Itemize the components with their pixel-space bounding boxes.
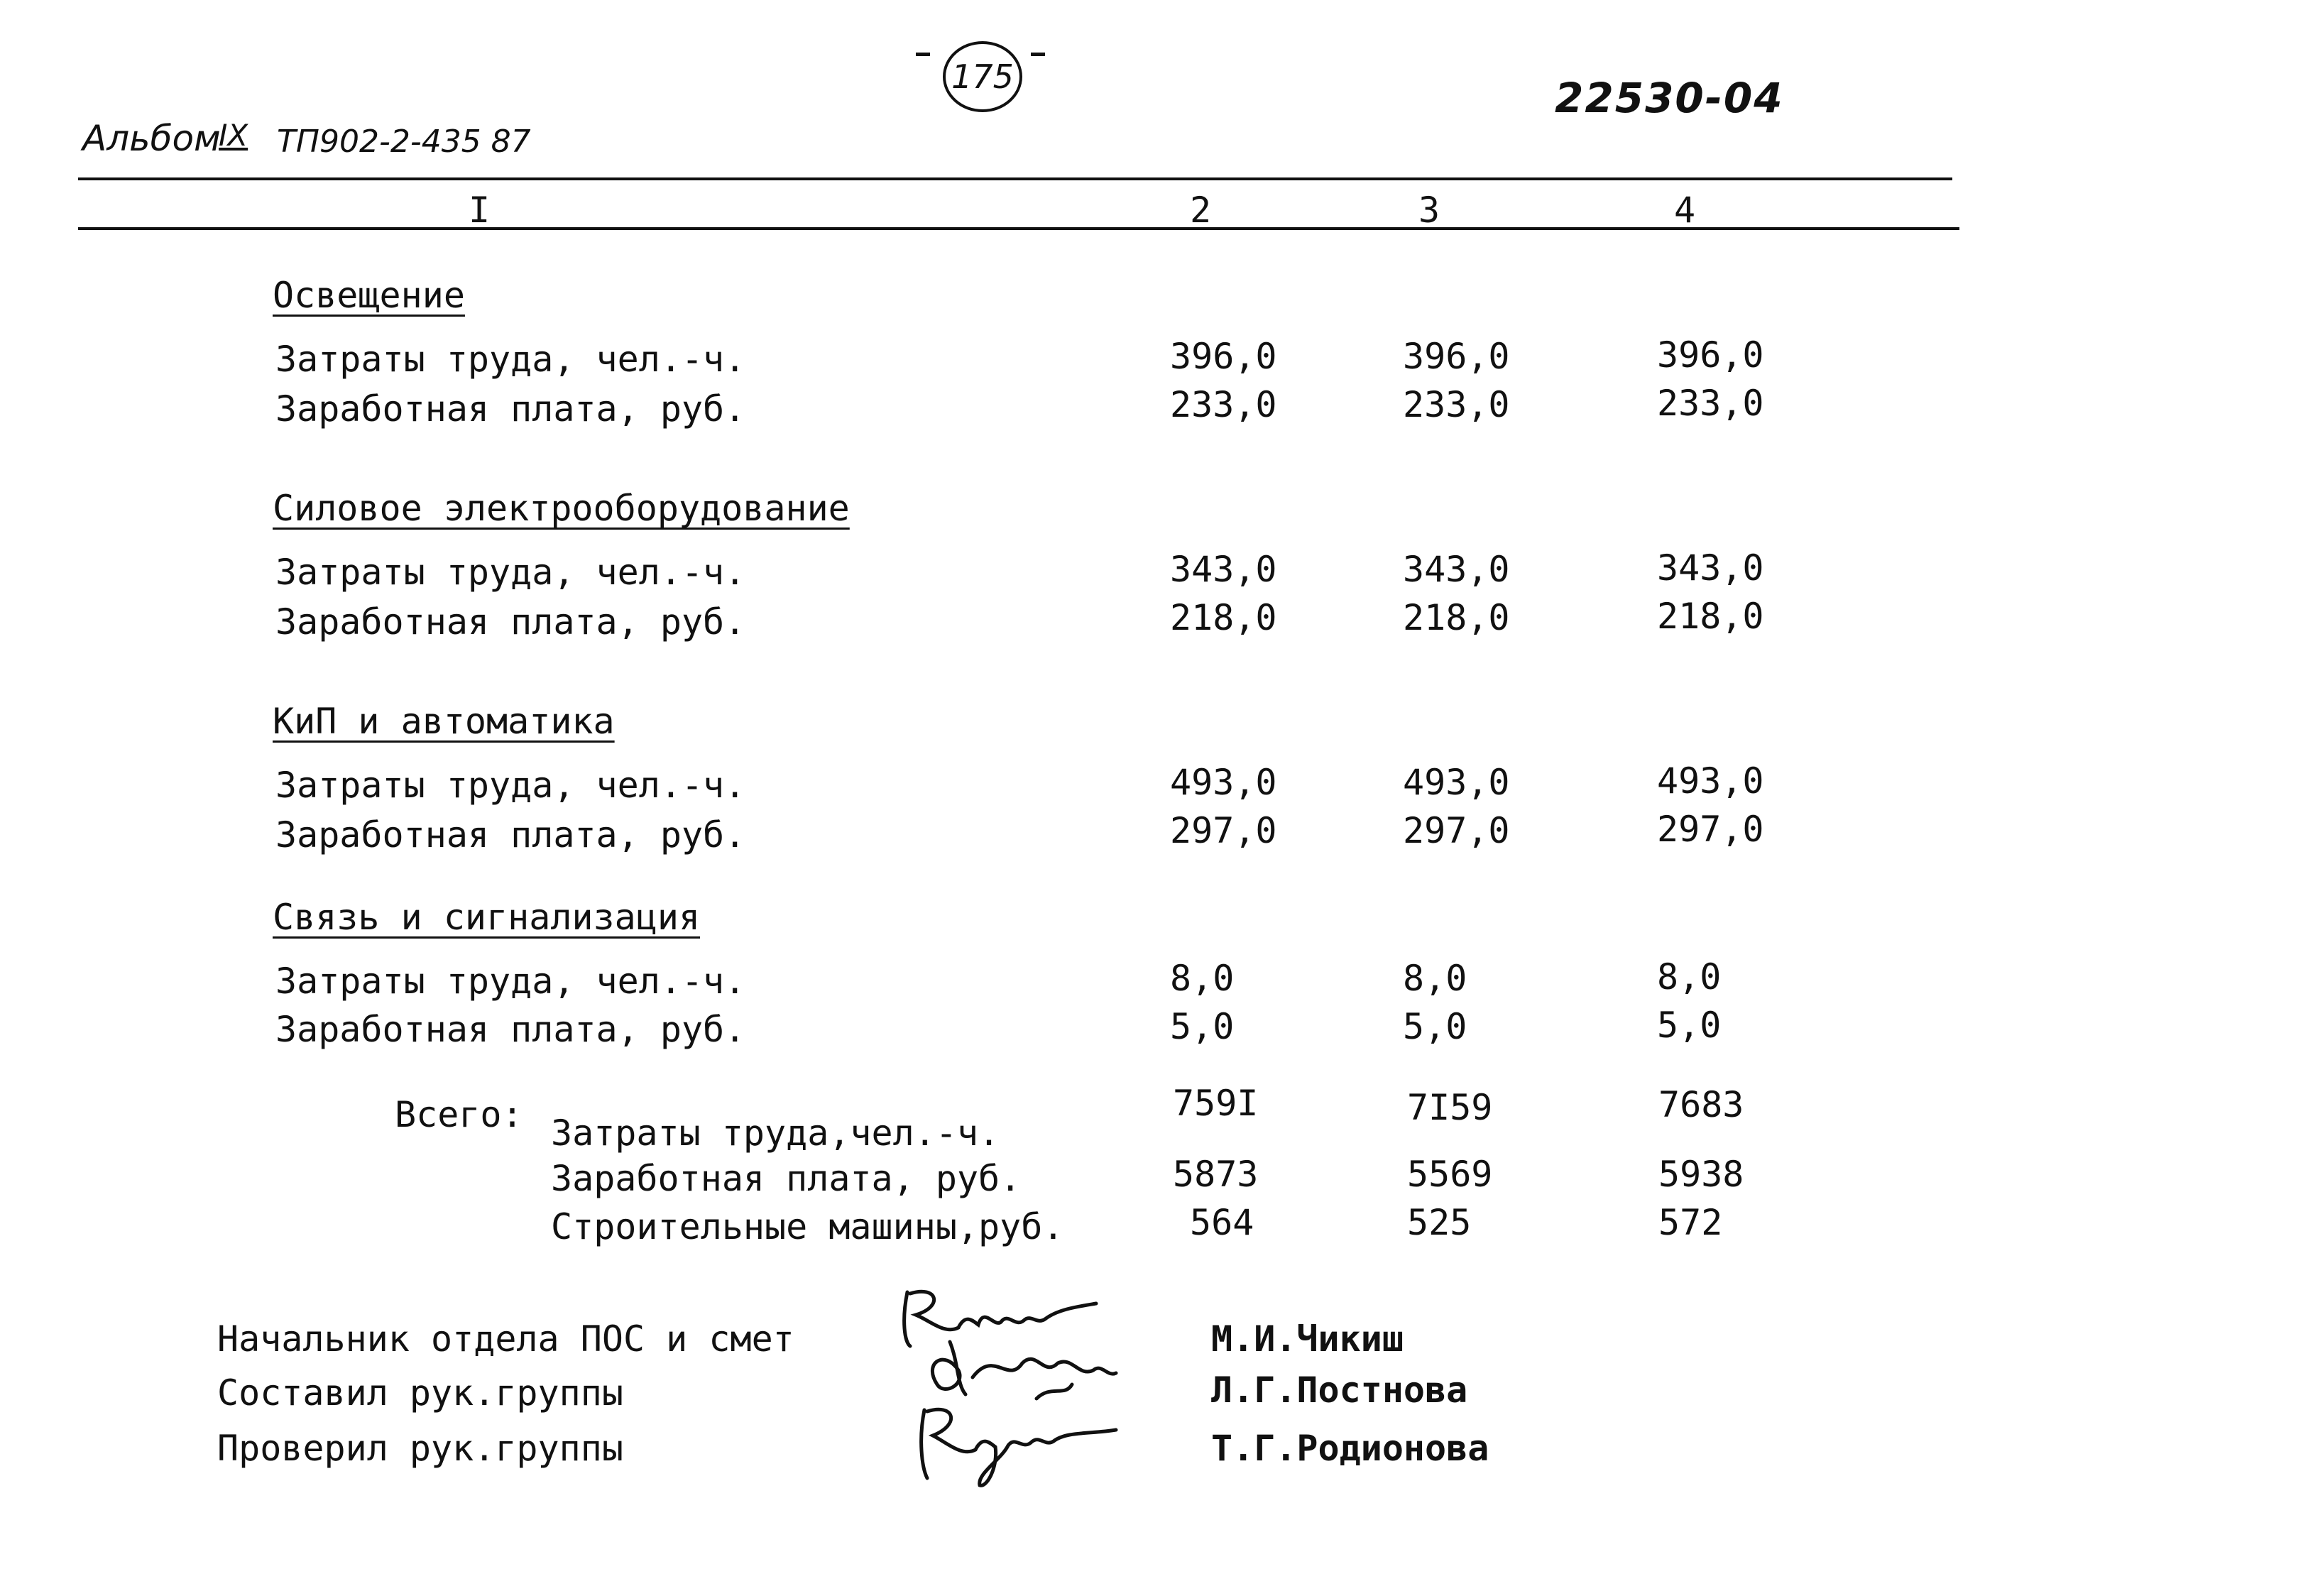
totals-value-col3: 5569 xyxy=(1407,1154,1493,1195)
handwritten-signature-2 xyxy=(916,1335,1122,1406)
row-value-col2: 343,0 xyxy=(1170,549,1277,590)
row-value-col3: 396,0 xyxy=(1403,336,1510,377)
row-value-col2: 8,0 xyxy=(1170,958,1235,999)
page-number-dash-left xyxy=(916,53,930,56)
column-header-2: 2 xyxy=(1190,190,1212,231)
row-value-col3: 218,0 xyxy=(1403,597,1510,638)
handwritten-signature-3 xyxy=(909,1396,1122,1495)
row-label: Затраты труда, чел.-ч. xyxy=(275,765,746,806)
totals-value-col3: 525 xyxy=(1407,1202,1472,1243)
row-label: Заработная плата, руб. xyxy=(275,814,746,856)
signature-name: Т.Г.Родионова xyxy=(1211,1428,1489,1469)
totals-value-col2: 564 xyxy=(1190,1202,1254,1243)
header-rule-top xyxy=(78,177,1952,180)
row-value-col3: 8,0 xyxy=(1403,958,1467,999)
section-title: Силовое электрооборудование xyxy=(273,488,850,529)
album-label: Альбом xyxy=(82,118,221,159)
column-header-1: I xyxy=(469,190,491,231)
signature-name: Л.Г.Постнова xyxy=(1211,1370,1468,1411)
row-value-col2: 396,0 xyxy=(1170,336,1277,377)
row-value-col3: 233,0 xyxy=(1403,384,1510,425)
row-value-col4: 5,0 xyxy=(1657,1005,1722,1046)
totals-value-col2: 759I xyxy=(1173,1083,1259,1124)
row-value-col2: 5,0 xyxy=(1170,1006,1235,1047)
row-label: Затраты труда, чел.-ч. xyxy=(275,552,746,593)
row-value-col4: 396,0 xyxy=(1657,334,1764,376)
row-value-col4: 297,0 xyxy=(1657,809,1764,850)
totals-value-col4: 7683 xyxy=(1658,1084,1744,1125)
row-value-col3: 343,0 xyxy=(1403,549,1510,590)
signature-name: М.И.Чикиш xyxy=(1211,1318,1404,1360)
totals-value-col4: 5938 xyxy=(1658,1154,1744,1195)
project-code: ТП902-2-435 87 xyxy=(277,124,531,160)
signature-role: Составил рук.группы xyxy=(217,1372,623,1414)
album-number: IX xyxy=(219,118,248,153)
row-label: Заработная плата, руб. xyxy=(275,1009,746,1050)
totals-row-label: Строительные машины,руб. xyxy=(551,1206,1064,1247)
row-label: Затраты труда, чел.-ч. xyxy=(275,961,746,1002)
row-label: Заработная плата, руб. xyxy=(275,388,746,430)
row-value-col2: 233,0 xyxy=(1170,384,1277,425)
totals-value-col3: 7I59 xyxy=(1407,1087,1493,1128)
row-value-col4: 343,0 xyxy=(1657,547,1764,589)
row-value-col4: 233,0 xyxy=(1657,383,1764,424)
totals-row-label: Заработная плата, руб. xyxy=(551,1158,1022,1199)
section-title: Связь и сигнализация xyxy=(273,897,701,938)
row-value-col2: 297,0 xyxy=(1170,810,1277,851)
section-title: КиП и автоматика xyxy=(273,701,615,742)
row-value-col4: 218,0 xyxy=(1657,596,1764,637)
totals-row-label: Затраты труда,чел.-ч. xyxy=(551,1113,1000,1154)
row-value-col4: 493,0 xyxy=(1657,760,1764,802)
page-number: 175 xyxy=(943,41,1022,112)
row-value-col2: 493,0 xyxy=(1170,762,1277,803)
totals-label: Всего: xyxy=(395,1094,523,1135)
totals-value-col4: 572 xyxy=(1658,1202,1723,1243)
signature-role: Начальник отдела ПОС и смет xyxy=(217,1318,794,1360)
signature-role: Проверил рук.группы xyxy=(217,1428,623,1469)
column-header-3: 3 xyxy=(1418,190,1440,231)
section-title: Освещение xyxy=(273,275,465,316)
row-value-col2: 218,0 xyxy=(1170,597,1277,638)
row-value-col3: 5,0 xyxy=(1403,1006,1467,1047)
column-header-4: 4 xyxy=(1674,190,1696,231)
document-code: 22530-04 xyxy=(1555,74,1784,122)
row-value-col4: 8,0 xyxy=(1657,956,1722,998)
row-label: Заработная плата, руб. xyxy=(275,601,746,643)
row-value-col3: 493,0 xyxy=(1403,762,1510,803)
row-label: Затраты труда, чел.-ч. xyxy=(275,339,746,380)
totals-value-col2: 5873 xyxy=(1173,1154,1259,1195)
row-value-col3: 297,0 xyxy=(1403,810,1510,851)
page-number-dash-right xyxy=(1031,53,1045,56)
